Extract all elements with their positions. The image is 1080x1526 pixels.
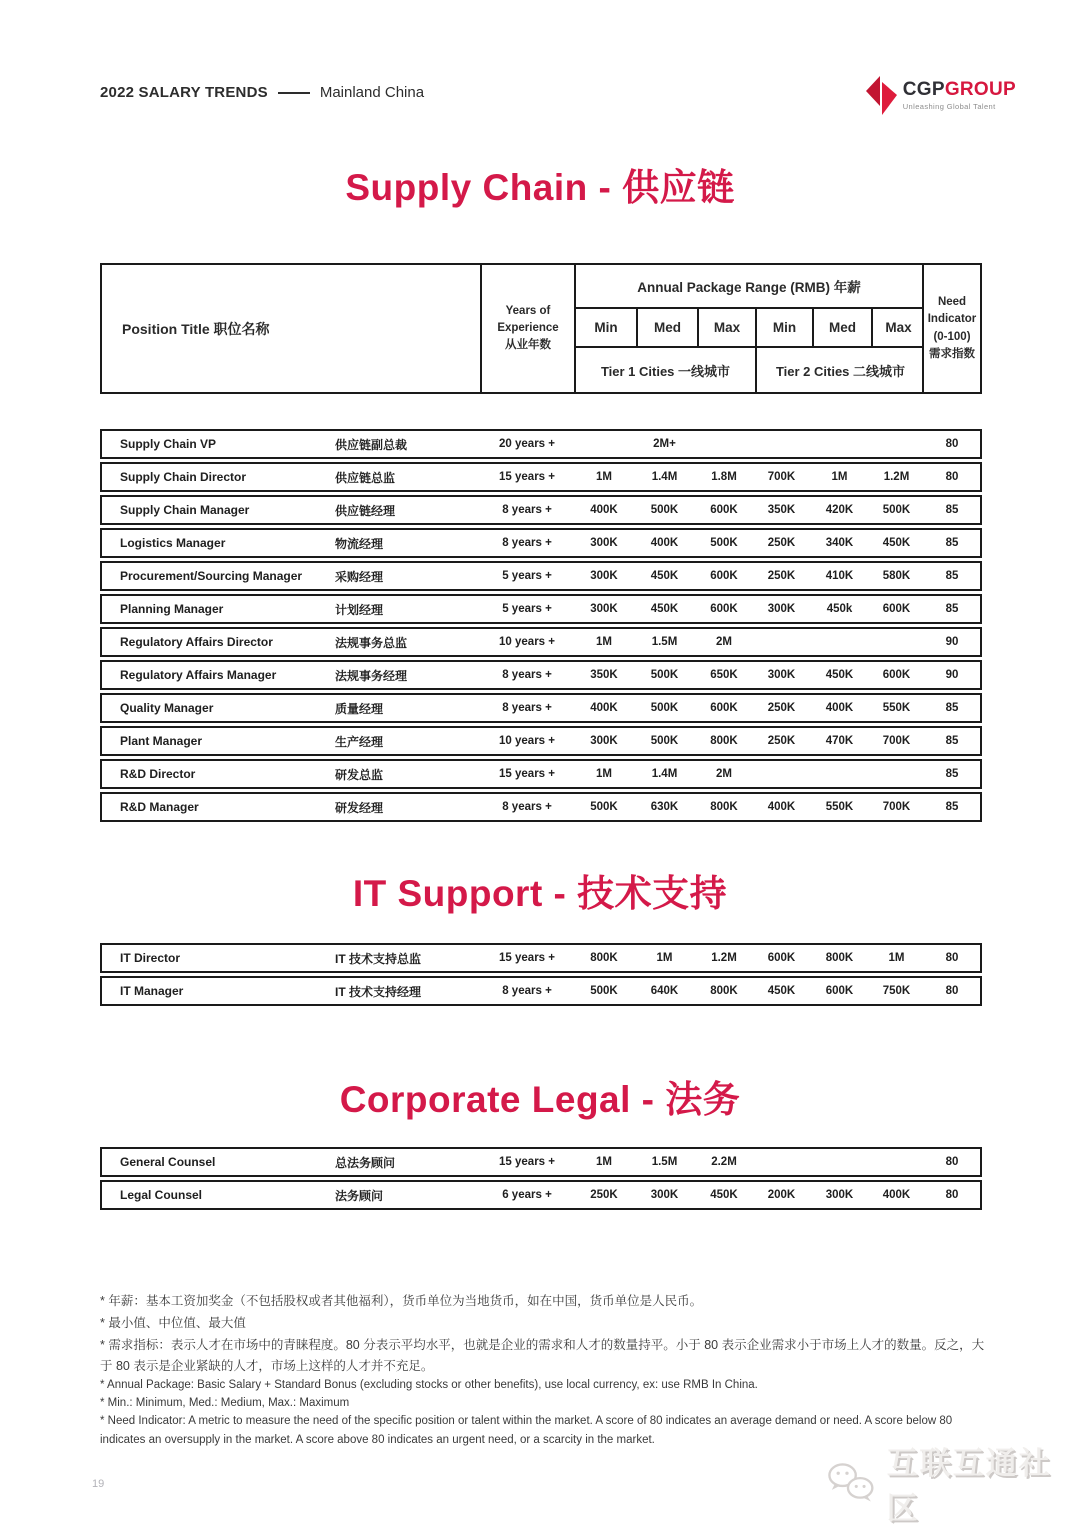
tier1-max: 650K [710,669,738,681]
tier1-min: 300K [590,603,618,615]
position-title-zh: 总法务顾问 [335,1155,396,1170]
report-region: Mainland China [319,84,425,101]
footnotes-chinese [100,1291,988,1378]
tier1-min: 250K [590,1189,618,1201]
tier2-min: 200K [767,1189,796,1201]
need-indicator: 80 [945,438,959,450]
table-row [100,660,982,690]
position-title-zh: 研发经理 [335,800,384,815]
table-row [100,495,982,525]
tier1-med: 500K [650,504,679,516]
tier1-min: 300K [590,537,618,549]
position-title-en: R&D Director [120,767,196,781]
tier2-med: 800K [825,952,854,964]
position-title-en: Supply Chain Director [120,470,247,484]
table-row [100,462,982,492]
position-title-zh: 物流经理 [335,536,384,551]
need-indicator: 85 [945,603,959,615]
col-header-position-title: Position Title 职位名称 [122,320,270,337]
tier1-min: 400K [590,504,618,516]
tier1-max: 800K [710,801,738,813]
tier1-min: 1M [596,768,612,780]
position-title-zh: 计划经理 [335,602,384,617]
tier2-max: 550K [882,702,911,714]
need-indicator: 85 [945,735,959,747]
footnote-en-annual-package: * Annual Package: Basic Salary + Standard Bonus (excluding stocks or other benefits), use local currency, ex: use RMB In China. [100,1379,758,1391]
col-group-annual-package [574,265,922,392]
years-of-experience: 8 years + [502,801,552,813]
watermark [826,1438,1080,1526]
tier1-min: 300K [590,735,618,747]
tier1-min: 1M [596,1156,612,1168]
table-row [100,627,982,657]
position-title-en: Legal Counsel [120,1188,203,1202]
tier1-med: 1.5M [651,1156,678,1168]
tier1-med: 1.4M [651,768,678,780]
years-of-experience: 15 years + [499,471,555,483]
position-title-zh: 供应链副总裁 [335,437,408,452]
tier2-max: 700K [882,735,911,747]
logo-text [903,74,1016,111]
position-title-zh: 法务顾问 [335,1188,384,1203]
position-title-zh: IT 技术支持经理 [335,984,421,999]
tier2-med: 450K [825,669,854,681]
tier2-min: 450K [767,985,796,997]
salary-table-header [100,263,982,394]
page-number: 19 [92,1478,105,1490]
section-title-supply-chain: Supply Chain - 供应链 [345,167,735,208]
report-title: 2022 SALARY TRENDS [100,84,268,101]
position-title-en: Quality Manager [120,701,214,715]
tier2-med: 1M [831,471,848,483]
dash-divider [278,92,310,94]
table-row [100,943,982,973]
tier1-med: 450K [650,603,679,615]
table-row [100,759,982,789]
tier1-max: 1.8M [711,471,737,483]
position-title-en: IT Manager [120,984,184,998]
position-title-zh: 法规事务总监 [335,635,408,650]
top-gradient-band [0,0,1080,48]
tier1-max: 600K [710,702,738,714]
tier1-max: 600K [710,504,738,516]
position-title-zh: 生产经理 [335,734,384,749]
footnote-zh-need-indicator: * 需求指标：表示人才在市场中的青睐程度。80 分表示平均水平，也就是企业的需求和人才的数量持平。小于 80 表示企业需求小于市场上人才的数量。反之，大于 80 表示是企业紧缺的人才，市场上这样的人才并不充足。 [100,1337,985,1374]
tier1-max: 500K [710,537,738,549]
position-title-en: IT Director [120,951,181,965]
need-indicator: 85 [945,801,959,813]
col-header-min-tier2: Min [755,309,812,346]
years-of-experience: 8 years + [502,702,552,714]
tier1-min: 1M [596,471,612,483]
need-indicator: 80 [945,471,959,483]
table-row [100,528,982,558]
position-title-zh: 供应链经理 [335,503,396,518]
position-title-zh: 供应链总监 [335,470,396,485]
tier1-max: 800K [710,735,738,747]
tier1-max: 600K [710,570,738,582]
tier1-med: 1M [656,952,673,964]
tier1-med: 500K [650,702,679,714]
years-of-experience: 8 years + [502,669,552,681]
tier1-min: 800K [590,952,618,964]
need-indicator: 80 [945,1189,959,1201]
position-title-en: Regulatory Affairs Manager [120,668,277,682]
tier2-max: 400K [882,1189,911,1201]
position-title-en: General Counsel [120,1155,216,1169]
position-title-en: Supply Chain Manager [120,503,250,517]
tier1-max: 450K [710,1189,738,1201]
tier1-min: 500K [590,985,618,997]
tier2-med: 470K [825,735,854,747]
position-title-zh: 质量经理 [335,701,384,716]
supply-chain-table [100,429,982,825]
tier1-max: 800K [710,985,738,997]
tier1-max: 1.2M [711,952,737,964]
table-row [100,1180,982,1210]
years-of-experience: 10 years + [499,636,555,648]
tier2-med: 300K [825,1189,854,1201]
tier1-med: 450K [650,570,679,582]
need-indicator: 85 [945,504,959,516]
need-indicator: 85 [945,570,959,582]
section-title-it-support: IT Support - 技术支持 [352,873,728,914]
tier1-min: 1M [596,636,612,648]
position-title-en: Logistics Manager [120,536,226,550]
position-title-en: Plant Manager [120,734,203,748]
position-title-en: Procurement/Sourcing Manager [120,569,303,583]
tier2-max: 600K [882,603,911,615]
col-header-min-tier1: Min [594,320,618,335]
wechat-icon [826,1461,877,1505]
document-header [100,84,424,101]
tier2-min: 600K [767,952,796,964]
tier1-med: 1.5M [651,636,678,648]
tier2-med: 600K [825,985,854,997]
need-indicator: 80 [945,952,959,964]
tier1-med: 640K [650,985,679,997]
tier2-min: 350K [767,504,796,516]
tier1-med: 500K [650,669,679,681]
table-row [100,726,982,756]
tier1-med: 1.4M [651,471,678,483]
position-title-zh: 采购经理 [335,569,384,584]
tier1-min: 300K [590,570,618,582]
need-indicator: 85 [945,537,959,549]
table-row [100,976,982,1006]
tier2-med: 550K [825,801,854,813]
need-indicator: 90 [945,636,959,648]
position-title-en: Planning Manager [120,602,224,616]
tier1-max: 600K [710,603,738,615]
tier2-med: 410K [825,570,854,582]
footnote-en-min-med-max: * Min.: Minimum, Med.: Medium, Max.: Maximum [100,1397,350,1410]
tier2-max: 1.2M [883,471,910,483]
position-title-zh: IT 技术支持总监 [335,951,421,966]
tier2-max: 700K [882,801,911,813]
section-title-corporate-legal: Corporate Legal - 法务 [339,1079,741,1120]
tier1-min: 500K [590,801,618,813]
col-header-max-tier2: Max [871,309,924,346]
tier2-min: 400K [767,801,796,813]
watermark-text: 互联互通社区 [886,1446,1052,1526]
tier2-min: 300K [767,669,796,681]
col-header-tier2-cities: Tier 2 Cities 二线城市 [755,348,924,392]
tier2-min: 250K [767,735,796,747]
col-header-annual-package-range: Annual Package Range (RMB) 年薪 [637,280,861,295]
years-of-experience: 8 years + [502,504,552,516]
footnote-en-need-indicator: * Need Indicator: A metric to measure the need of the specific position or talent within the market. A score of 80 indicates an average demand or need. A score below 80 indicates an oversupply in the market. A score above 80 indicates an urgent need, or a scarcity in the market. [100,1415,953,1446]
tier1-med: 400K [650,537,679,549]
years-of-experience: 5 years + [502,570,552,582]
cgp-group-logo [864,74,1016,116]
tier2-min: 300K [767,603,796,615]
tier2-med: 450k [826,603,853,615]
years-of-experience: 10 years + [499,735,555,747]
years-of-experience: 8 years + [502,537,552,549]
tier2-med: 340K [825,537,854,549]
it-support-table [100,943,982,1009]
tier2-max: 580K [882,570,911,582]
position-title-zh: 法规事务经理 [335,668,408,683]
tier1-med: 300K [650,1189,679,1201]
tier1-max: 2.2M [711,1156,737,1168]
need-indicator: 80 [945,1156,959,1168]
tier2-max: 750K [882,985,911,997]
tier1-med: 630K [650,801,679,813]
tier2-max: 600K [882,669,911,681]
need-indicator: 85 [945,768,959,780]
table-row [100,693,982,723]
years-of-experience: 15 years + [499,952,555,964]
col-header-need-indicator: Need Indicator (0-100) 需求指数 [922,265,980,392]
logo-tagline: Unleashing Global Talent [902,102,996,111]
cgp-diamond-icon [864,74,898,116]
col-header-tier1-cities: Tier 1 Cities 一线城市 [600,363,731,379]
need-indicator: 85 [945,702,959,714]
years-of-experience: 6 years + [502,1189,552,1201]
tier1-min: 350K [590,669,618,681]
tier1-max: 2M [716,636,732,648]
tier2-max: 1M [888,952,905,964]
tier1-min: 400K [590,702,618,714]
table-row [100,792,982,822]
position-title-en: Supply Chain VP [120,437,217,451]
table-row [100,594,982,624]
tier1-med: 500K [650,735,679,747]
col-header-max-tier1: Max [697,309,755,346]
years-of-experience: 15 years + [499,768,555,780]
col-header-med-tier2: Med [812,309,871,346]
years-of-experience: 20 years + [499,438,555,450]
col-header-med-tier1: Med [636,309,697,346]
years-of-experience: 15 years + [499,1156,555,1168]
tier1-max: 2M [716,768,732,780]
tier2-min: 250K [767,570,796,582]
tier2-min: 700K [767,471,796,483]
years-of-experience: 5 years + [502,603,552,615]
need-indicator: 80 [945,985,959,997]
footnote-zh-min-med-max: * 最小值、中位值、最大值 [100,1315,246,1330]
position-title-en: Regulatory Affairs Director [120,635,273,649]
tier2-max: 500K [882,504,911,516]
table-row [100,429,982,459]
position-title-en: R&D Manager [120,800,199,814]
tier2-med: 400K [825,702,854,714]
table-row [100,1147,982,1177]
tier2-med: 420K [825,504,854,516]
footnote-zh-annual-package: * 年薪：基本工资加奖金（不包括股权或者其他福利），货币单位为当地货币，如在中国，货币单位是人民币。 [100,1294,703,1308]
tier2-min: 250K [767,702,796,714]
need-indicator: 90 [945,669,959,681]
tier2-max: 450K [882,537,911,549]
table-row [100,561,982,591]
years-of-experience: 8 years + [502,985,552,997]
tier1-med: 2M+ [653,438,676,450]
tier2-min: 250K [767,537,796,549]
corporate-legal-table [100,1147,982,1213]
logo-name-cgp: CGP [902,79,945,100]
col-header-years-of-experience: Years of Experience 从业年数 [480,265,574,392]
logo-name-group: GROUP [944,79,1016,100]
position-title-zh: 研发总监 [335,767,384,782]
